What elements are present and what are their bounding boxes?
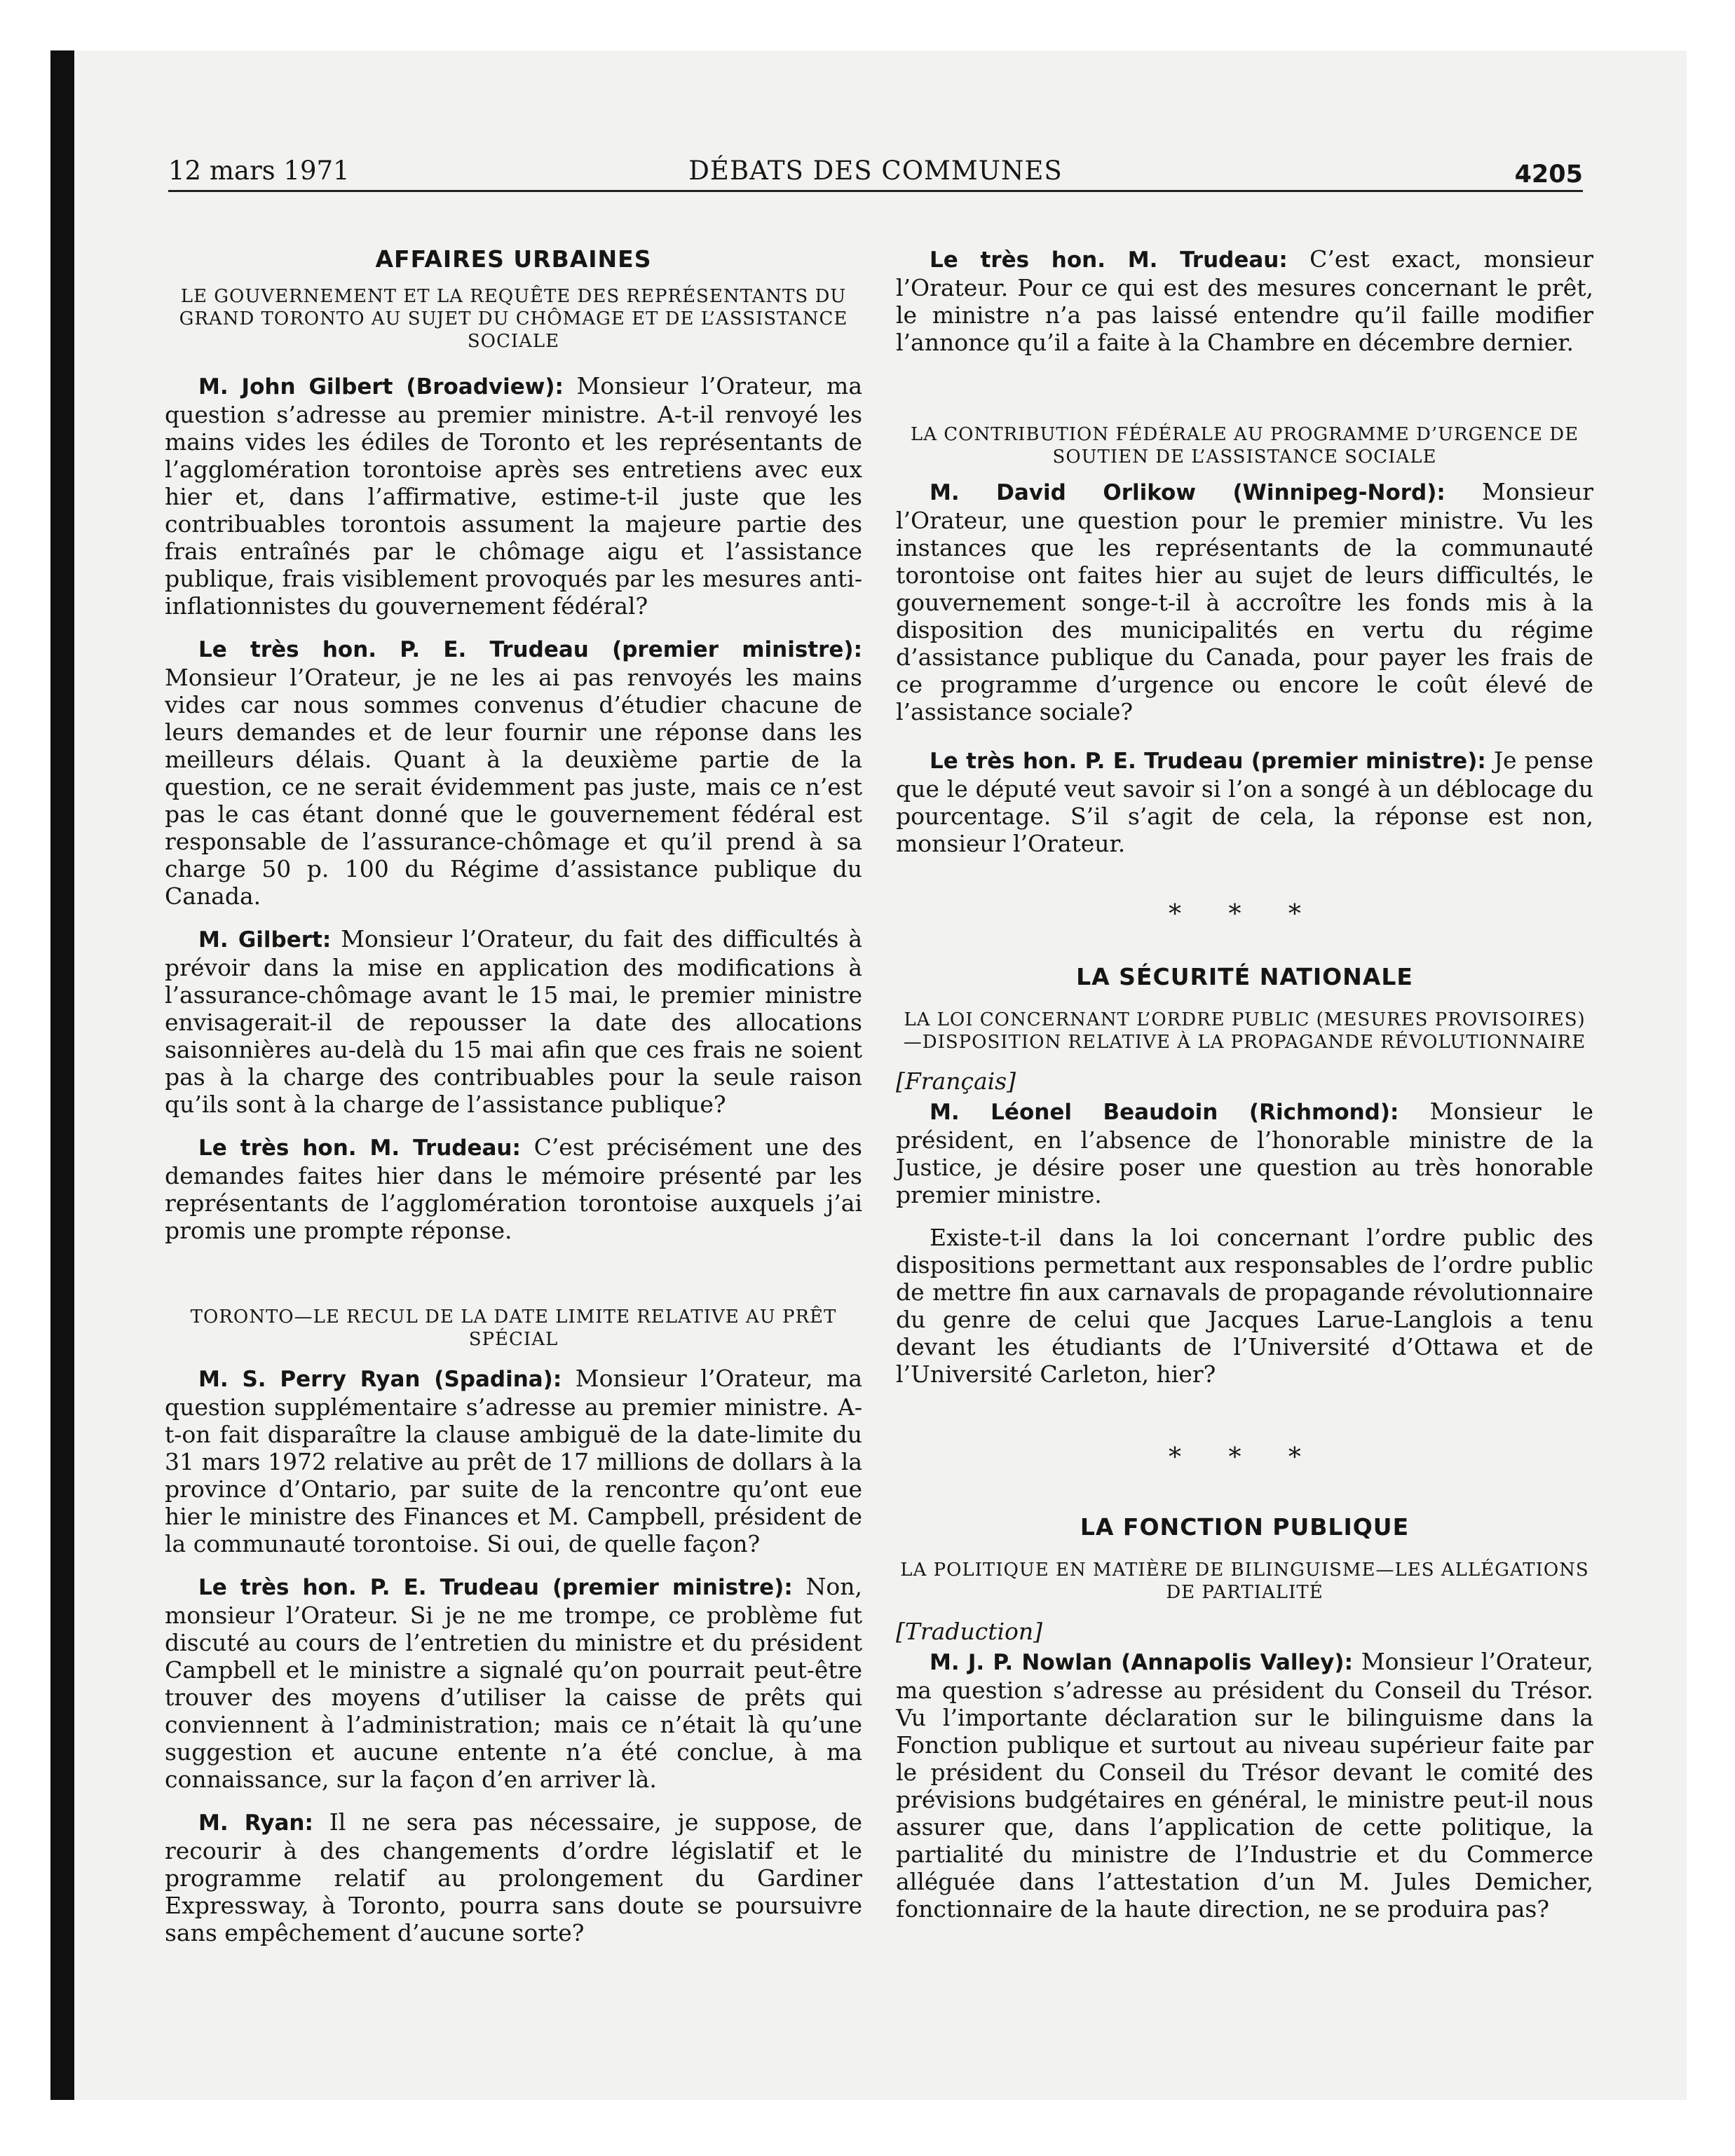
speech: C’est précisément une des demandes faites hier dans le mémoire présenté par les représentants de l’agglomération torontoise auxquels j’ai promis une prompte réponse.	[165, 1133, 862, 1244]
language-tag: [Français]	[896, 1067, 1016, 1095]
paragraph	[896, 1648, 1593, 1923]
left-column	[165, 245, 862, 1946]
paragraph	[896, 1098, 1593, 1208]
section-divider: * * *	[1169, 900, 1321, 929]
speaker: M. S. Perry Ryan (Spadina):	[198, 1367, 562, 1392]
speaker: M. J. P. Nowlan (Annapolis Valley):	[930, 1650, 1353, 1675]
section-subheading: TORONTO—LE RECUL DE LA DATE LIMITE RELATIVE AU PRÊT SPÉCIAL	[190, 1306, 837, 1350]
speech: Monsieur l’Orateur, une question pour le premier ministre. Vu les instances que les représentants de la communauté torontoise ont faites hier au sujet de leurs difficultés, le gouvernement songe-t-il à accroître les fonds mis à la disposition des municipalités en vertu du régime d’assistance publique du Canada, pour payer les frais de ce programme d’urgence ou encore le coût élevé de l’assistance sociale?	[896, 478, 1593, 725]
speech: Monsieur l’Orateur, du fait des difficultés à prévoir dans la mise en application des modifications à l’assurance-chômage avant le 15 mai, le premier ministre envisagerait-il de repousser la date des allocations saisonnières au-delà du 15 mai afin que ces frais ne soient pas à la charge des contribuables pour la seule raison qu’ils sont à la charge de l’assistance publique?	[165, 925, 862, 1118]
speech: C’est exact, monsieur l’Orateur. Pour ce qui est des mesures concernant le prêt, le ministre n’a pas laissé entendre qu’il faille modifier l’annonce qu’il a faite à la Chambre en décembre dernier.	[896, 245, 1593, 356]
scan-edge	[50, 50, 74, 2100]
speaker: Le très hon. M. Trudeau:	[198, 1135, 521, 1161]
section-heading: LA SÉCURITÉ NATIONALE	[1076, 963, 1413, 990]
right-column	[896, 245, 1593, 1923]
paragraph	[896, 245, 1593, 356]
paragraph	[896, 746, 1593, 857]
header-date: 12 mars 1971	[168, 156, 350, 186]
paragraph	[165, 372, 862, 620]
speaker: M. Gilbert:	[198, 927, 332, 953]
speech: Je pense que le député veut savoir si l’on a songé à un déblocage du pourcentage. S’il s’agit de cela, la réponse est non, monsieur l’Orateur.	[896, 746, 1593, 857]
speaker: Le très hon. M. Trudeau:	[930, 247, 1288, 273]
speech: Monsieur l’Orateur, ma question supplémentaire s’adresse au premier ministre. A-t-on fait disparaître la clause ambiguë de la date-limite du 31 mars 1972 relative au prêt de 17 millions de dollars à la province d’Ontario, par suite de la rencontre qu’ont eue hier le ministre des Finances et M. Campbell, président de la communauté torontoise. Si oui, de quelle façon?	[165, 1365, 863, 1557]
section-subheading: LA POLITIQUE EN MATIÈRE DE BILINGUISME—LES ALLÉGATIONS DE PARTIALITÉ	[900, 1560, 1589, 1603]
speaker: Le très hon. P. E. Trudeau (premier ministre):	[930, 749, 1486, 774]
section-heading: AFFAIRES URBAINES	[375, 245, 652, 273]
speech: Il ne sera pas nécessaire, je suppose, de recourir à des changements d’ordre législatif et le programme relatif au prolongement du Gardiner Expressway, à Toronto, pourra sans doute se poursuivre sans empêchement d’aucune sorte?	[165, 1808, 862, 1946]
language-tag: [Traduction]	[896, 1618, 1043, 1645]
speaker: Le très hon. P. E. Trudeau (premier ministre):	[198, 637, 862, 662]
paragraph	[165, 635, 862, 910]
paragraph	[165, 1133, 862, 1244]
page-number: 4205	[1514, 161, 1583, 189]
speaker: M. Ryan:	[198, 1810, 313, 1836]
section-subheading: LA CONTRIBUTION FÉDÉRALE AU PROGRAMME D’URGENCE DE SOUTIEN DE L’ASSISTANCE SOCIALE	[910, 424, 1579, 468]
speaker: M. David Orlikow (Winnipeg-Nord):	[930, 480, 1445, 505]
paragraph: Existe-t-il dans la loi concernant l’ordre public des dispositions permettant aux responsables de l’ordre public de mettre fin aux carnavals de propagande révolutionnaire du genre de celui que Jacques Larue-Langlois a tenu devant les étudiants de l’Université d’Ottawa et de l’Université Carleton, hier?	[896, 1224, 1593, 1388]
paragraph	[165, 1365, 862, 1557]
paragraph	[165, 925, 862, 1118]
header-title: DÉBATS DES COMMUNES	[688, 156, 1063, 186]
speech: Monsieur l’Orateur, ma question s’adresse au premier ministre. A-t-il renvoyé les mains vides les édiles de Toronto et les représentants de l’agglomération torontoise après ses entretiens avec eux hier et, dans l’affirmative, estime-t-il juste que les contribuables torontois assument la majeure partie des frais entraînés par le chômage aigu et l’assistance publique, frais visiblement provoqués par les mesures anti-inflationnistes du gouvernement fédéral?	[165, 372, 863, 620]
speaker: Le très hon. P. E. Trudeau (premier ministre):	[198, 1575, 793, 1600]
speech: Non, monsieur l’Orateur. Si je ne me trompe, ce problème fut discuté au cours de l’entretien du ministre et du président Campbell et le ministre a signalé qu’on pourrait peut-être trouver des moyens d’utiliser la caisse de prêts qui conviennent à l’administration; mais ce n’était là qu’une suggestion et aucune entente n’a été conclue, à ma connaissance, sur la façon d’en arriver là.	[165, 1573, 862, 1793]
paragraph	[165, 1808, 862, 1946]
speech: Monsieur l’Orateur, je ne les ai pas renvoyés les mains vides car nous sommes convenus d’étudier chacune de leurs demandes et de leur fournir une réponse dans les meilleurs délais. Quant à la deuxième partie de la question, ce ne serait évidemment pas juste, mais ce n’est pas le cas étant donné que le gouvernement fédéral est responsable de l’assurance-chômage et qu’il prend à sa charge 50 p. 100 du Régime d’assistance publique du Canada.	[165, 664, 862, 910]
speaker: M. Léonel Beaudoin (Richmond):	[930, 1100, 1399, 1125]
speech: Monsieur l’Orateur, ma question s’adresse au président du Conseil du Trésor. Vu l’importante déclaration sur le bilinguisme dans la Fonction publique et surtout au niveau supérieur faite par le président du Conseil du Trésor devant le comité des prévisions budgétaires en général, le ministre peut-il nous assurer que, dans l’application de cette politique, la partialité du ministre de l’Industrie et du Commerce alléguée dans l’attestation d’un M. Jules Demicher, fonctionnaire de la haute direction, ne se produira pas?	[896, 1648, 1593, 1923]
section-subheading: LA LOI CONCERNANT L’ORDRE PUBLIC (MESURES PROVISOIRES)—DISPOSITION RELATIVE À LA PROPAGANDE RÉVOLUTIONNAIRE	[903, 1009, 1586, 1053]
paragraph	[165, 1573, 862, 1793]
speaker: M. John Gilbert (Broadview):	[198, 374, 564, 400]
section-divider: * * *	[1169, 1443, 1321, 1472]
section-subheading: LE GOUVERNEMENT ET LA REQUÊTE DES REPRÉSENTANTS DU GRAND TORONTO AU SUJET DU CHÔMAGE ET DE L’ASSISTANCE SOCIALE	[179, 286, 848, 352]
page-header	[168, 151, 1583, 192]
paragraph	[896, 478, 1593, 725]
section-heading: LA FONCTION PUBLIQUE	[1080, 1513, 1410, 1541]
speech: Monsieur le président, en l’absence de l’honorable ministre de la Justice, je désire poser une question au très honorable premier ministre.	[896, 1098, 1593, 1208]
